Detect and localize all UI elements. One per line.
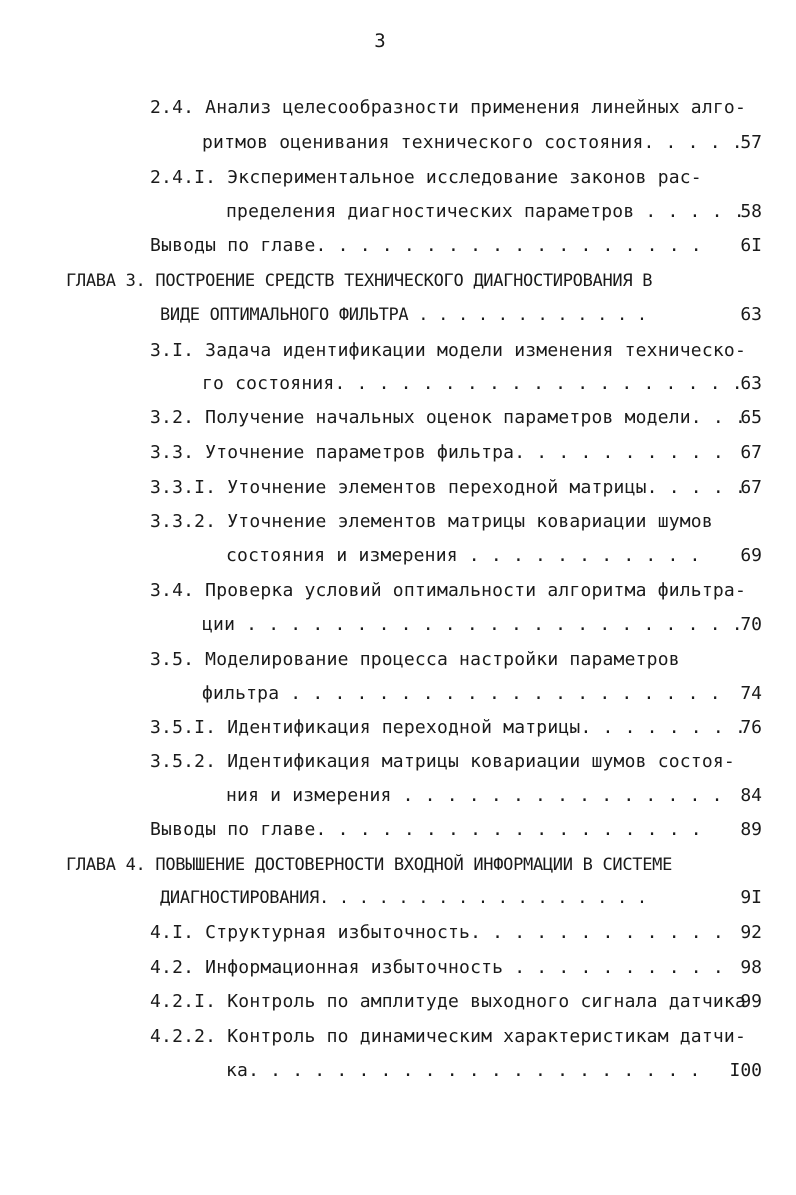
toc-page-4-2: 98 (740, 957, 762, 978)
toc-entry-4-2: 4.2. Информационная избыточность . . . . . . . . . . (150, 957, 724, 978)
toc-chapter-4-cont: ДИАГНОСТИРОВАНИЯ. . . . . . . . . . . . . . . . . (160, 888, 647, 908)
toc-page-3-4: 70 (740, 614, 762, 635)
toc-entry-4-2-2-cont: ка. . . . . . . . . . . . . . . . . . . . . (226, 1060, 701, 1081)
toc-chapter-4: ГЛАВА 4. ПОВЫШЕНИЕ ДОСТОВЕРНОСТИ ВХОДНОЙ ИНФОРМАЦИИ В СИСТЕМЕ (66, 855, 673, 875)
toc-entry-3-5-cont: фильтра . . . . . . . . . . . . . . . . . . . . (202, 683, 721, 704)
toc-entry-4-1: 4.I. Структурная избыточность. . . . . . . . . . . . (150, 922, 724, 943)
toc-page-3-3: 67 (740, 442, 762, 463)
toc-entry-4-2-1: 4.2.I. Контроль по амплитуде выходного сигнала датчика (150, 991, 746, 1012)
toc-entry-2-4-1-cont: пределения диагностических параметров . . . . . (226, 201, 745, 222)
toc-entry-2-4: 2.4. Анализ целесообразности применения линейных алго- (150, 97, 746, 118)
toc-entry-conclusions-2: Выводы по главе. . . . . . . . . . . . . . . . . . (150, 235, 702, 256)
toc-page-3-2: 65 (740, 407, 762, 428)
toc-page-chapter-4: 9I (740, 887, 762, 908)
toc-chapter-3-cont: ВИДЕ ОПТИМАЛЬНОГО ФИЛЬТРА . . . . . . . . . . . . (160, 305, 647, 325)
toc-entry-3-3: 3.3. Уточнение параметров фильтра. . . . . . . . . . (150, 442, 724, 463)
toc-page-4-2-1: 99 (740, 991, 762, 1012)
toc-entry-conclusions-3: Выводы по главе. . . . . . . . . . . . . . . . . . (150, 819, 702, 840)
toc-entry-2-4-cont: ритмов оценивания технического состояния. . . . . (202, 132, 743, 153)
toc-page-conclusions-3: 89 (740, 819, 762, 840)
toc-entry-3-5-2-cont: ния и измерения . . . . . . . . . . . . . . . (226, 785, 723, 806)
toc-page-3-3-2: 69 (740, 545, 762, 566)
toc-page-3-5: 74 (740, 683, 762, 704)
toc-page-chapter-3: 63 (740, 304, 762, 325)
toc-entry-3-3-2-cont: состояния и измерения . . . . . . . . . . . (226, 545, 701, 566)
toc-page-2-4: 57 (740, 132, 762, 153)
toc-entry-3-1: 3.I. Задача идентификации модели изменения техническо- (150, 340, 746, 361)
toc-page-3-5-2: 84 (740, 785, 762, 806)
toc-entry-4-2-2: 4.2.2. Контроль по динамическим характеристикам датчи- (150, 1026, 746, 1047)
toc-page-4-1: 92 (740, 922, 762, 943)
toc-page-3-3-1: 67 (740, 477, 762, 498)
toc-entry-3-1-cont: го состояния. . . . . . . . . . . . . . . . . . . (202, 373, 743, 394)
toc-entry-3-5: 3.5. Моделирование процесса настройки параметров (150, 649, 680, 670)
toc-entry-3-3-1: 3.3.I. Уточнение элементов переходной матрицы. . . . . (150, 477, 746, 498)
toc-entry-3-4: 3.4. Проверка условий оптимальности алгоритма фильтра- (150, 580, 746, 601)
toc-entry-3-5-1: 3.5.I. Идентификация переходной матрицы. . . . . . . . (150, 717, 746, 738)
toc-entry-3-2: 3.2. Получение начальных оценок параметров модели. . . (150, 407, 746, 428)
page-number: 3 (374, 30, 386, 52)
toc-page-2-4-1: 58 (740, 201, 762, 222)
toc-page-4-2-2: I00 (729, 1060, 762, 1081)
toc-page-3-1: 63 (740, 373, 762, 394)
toc-entry-3-5-2: 3.5.2. Идентификация матрицы ковариации шумов состоя- (150, 751, 735, 772)
toc-entry-2-4-1: 2.4.I. Экспериментальное исследование законов рас- (150, 167, 702, 188)
toc-page-3-5-1: 76 (740, 717, 762, 738)
toc-page-conclusions-2: 6I (740, 235, 762, 256)
toc-chapter-3: ГЛАВА 3. ПОСТРОЕНИЕ СРЕДСТВ ТЕХНИЧЕСКОГО ДИАГНОСТИРОВАНИЯ В (66, 271, 653, 291)
toc-entry-3-3-2: 3.3.2. Уточнение элементов матрицы ковариации шумов (150, 511, 713, 532)
toc-entry-3-4-cont: ции . . . . . . . . . . . . . . . . . . . . . . . (202, 614, 743, 635)
